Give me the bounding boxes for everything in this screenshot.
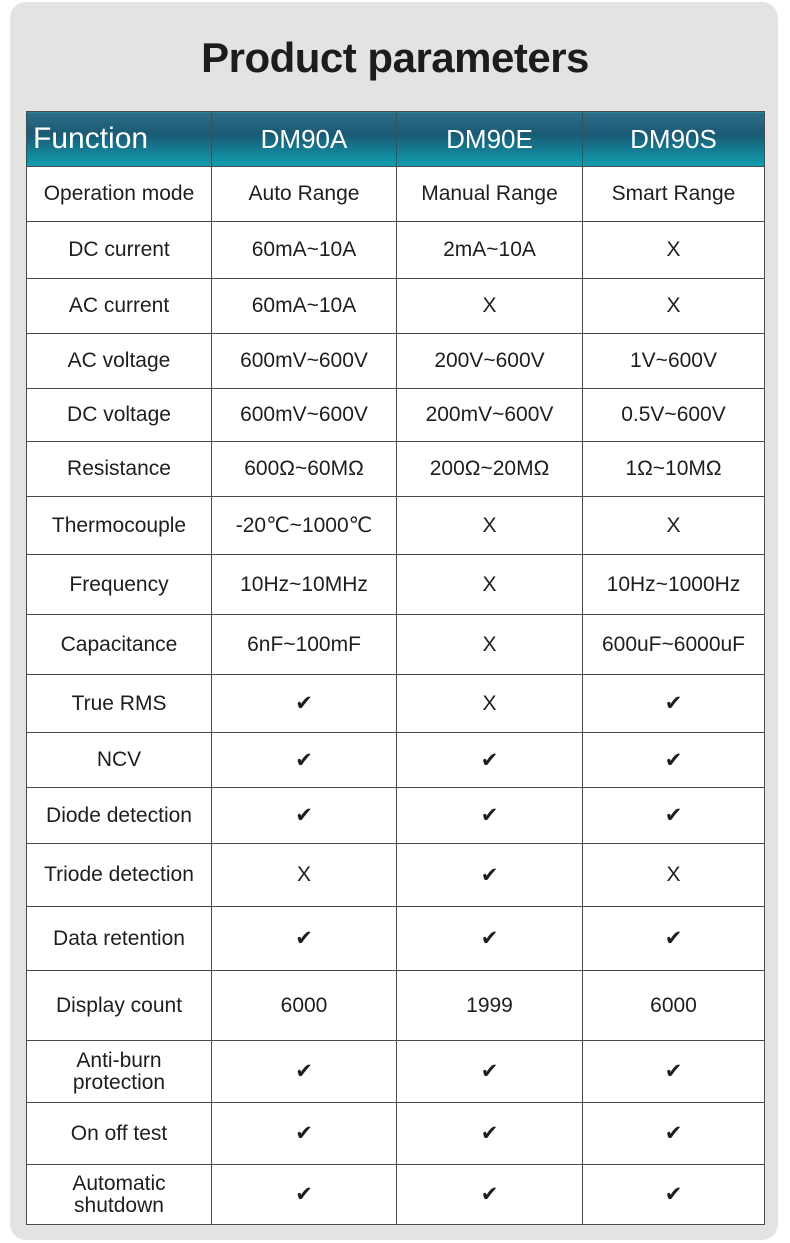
feature-name: DC current bbox=[27, 222, 212, 279]
column-header-dm90a: DM90A bbox=[212, 112, 397, 167]
spec-value-dm90e: 200mV~600V bbox=[397, 389, 583, 442]
column-header-function: Function bbox=[27, 112, 212, 167]
feature-name: NCV bbox=[27, 733, 212, 788]
column-header-dm90s: DM90S bbox=[583, 112, 765, 167]
spec-value-dm90e: 2mA~10A bbox=[397, 222, 583, 279]
feature-name: True RMS bbox=[27, 675, 212, 733]
feature-name: AC voltage bbox=[27, 334, 212, 389]
check-icon: ✔ bbox=[397, 733, 583, 788]
table-row bbox=[27, 497, 765, 555]
spec-value-dm90e: 1999 bbox=[397, 971, 583, 1041]
feature-name: Automatic shutdown bbox=[27, 1165, 212, 1225]
table-row bbox=[27, 907, 765, 971]
parameters-table bbox=[26, 111, 765, 1225]
cross-icon: X bbox=[397, 675, 583, 733]
feature-name: Capacitance bbox=[27, 615, 212, 675]
table-row bbox=[27, 442, 765, 497]
spec-value-dm90a: -20℃~1000℃ bbox=[212, 497, 397, 555]
check-icon: ✔ bbox=[397, 1103, 583, 1165]
feature-name: Data retention bbox=[27, 907, 212, 971]
table-row bbox=[27, 788, 765, 844]
table-row bbox=[27, 1103, 765, 1165]
table-row bbox=[27, 222, 765, 279]
check-icon: ✔ bbox=[583, 907, 765, 971]
spec-value-dm90s: 0.5V~600V bbox=[583, 389, 765, 442]
check-icon: ✔ bbox=[212, 1103, 397, 1165]
table-body bbox=[27, 167, 765, 1225]
spec-value-dm90a: 60mA~10A bbox=[212, 222, 397, 279]
check-icon: ✔ bbox=[397, 788, 583, 844]
feature-name: Triode detection bbox=[27, 844, 212, 907]
spec-value-dm90a: Auto Range bbox=[212, 167, 397, 222]
table-row bbox=[27, 971, 765, 1041]
feature-name: Diode detection bbox=[27, 788, 212, 844]
spec-value-dm90a: 600mV~600V bbox=[212, 389, 397, 442]
table-row bbox=[27, 1041, 765, 1103]
cross-icon: X bbox=[397, 615, 583, 675]
cross-icon: X bbox=[397, 279, 583, 334]
page-title: Product parameters bbox=[201, 34, 589, 81]
check-icon: ✔ bbox=[397, 1041, 583, 1103]
feature-name: On off test bbox=[27, 1103, 212, 1165]
spec-value-dm90s: 1V~600V bbox=[583, 334, 765, 389]
table-row bbox=[27, 844, 765, 907]
cross-icon: X bbox=[583, 279, 765, 334]
cross-icon: X bbox=[583, 844, 765, 907]
table-row bbox=[27, 615, 765, 675]
check-icon: ✔ bbox=[583, 788, 765, 844]
cross-icon: X bbox=[397, 555, 583, 615]
check-icon: ✔ bbox=[212, 1041, 397, 1103]
spec-value-dm90a: 10Hz~10MHz bbox=[212, 555, 397, 615]
check-icon: ✔ bbox=[397, 1165, 583, 1225]
feature-name: DC voltage bbox=[27, 389, 212, 442]
spec-value-dm90e: Manual Range bbox=[397, 167, 583, 222]
feature-name: AC current bbox=[27, 279, 212, 334]
table-header-row bbox=[27, 112, 765, 167]
column-header-dm90e: DM90E bbox=[397, 112, 583, 167]
spec-value-dm90s: 10Hz~1000Hz bbox=[583, 555, 765, 615]
check-icon: ✔ bbox=[212, 675, 397, 733]
table-row bbox=[27, 1165, 765, 1225]
table-row bbox=[27, 279, 765, 334]
table-row bbox=[27, 334, 765, 389]
spec-value-dm90a: 6nF~100mF bbox=[212, 615, 397, 675]
feature-name: Resistance bbox=[27, 442, 212, 497]
spec-value-dm90a: 60mA~10A bbox=[212, 279, 397, 334]
check-icon: ✔ bbox=[583, 1041, 765, 1103]
spec-value-dm90s: 600uF~6000uF bbox=[583, 615, 765, 675]
spec-value-dm90a: 600mV~600V bbox=[212, 334, 397, 389]
spec-value-dm90s: Smart Range bbox=[583, 167, 765, 222]
cross-icon: X bbox=[583, 497, 765, 555]
feature-name: Frequency bbox=[27, 555, 212, 615]
spec-value-dm90a: 6000 bbox=[212, 971, 397, 1041]
spec-value-dm90e: 200Ω~20MΩ bbox=[397, 442, 583, 497]
feature-name: Operation mode bbox=[27, 167, 212, 222]
check-icon: ✔ bbox=[212, 907, 397, 971]
spec-value-dm90s: 1Ω~10MΩ bbox=[583, 442, 765, 497]
table-row bbox=[27, 167, 765, 222]
cross-icon: X bbox=[583, 222, 765, 279]
feature-name: Display count bbox=[27, 971, 212, 1041]
check-icon: ✔ bbox=[583, 1165, 765, 1225]
spec-value-dm90s: 6000 bbox=[583, 971, 765, 1041]
check-icon: ✔ bbox=[583, 733, 765, 788]
check-icon: ✔ bbox=[397, 907, 583, 971]
cross-icon: X bbox=[397, 497, 583, 555]
check-icon: ✔ bbox=[583, 675, 765, 733]
check-icon: ✔ bbox=[583, 1103, 765, 1165]
check-icon: ✔ bbox=[397, 844, 583, 907]
table-row bbox=[27, 733, 765, 788]
spec-value-dm90e: 200V~600V bbox=[397, 334, 583, 389]
cross-icon: X bbox=[212, 844, 397, 907]
table-row bbox=[27, 555, 765, 615]
check-icon: ✔ bbox=[212, 1165, 397, 1225]
feature-name: Thermocouple bbox=[27, 497, 212, 555]
check-icon: ✔ bbox=[212, 788, 397, 844]
feature-name: Anti-burn protection bbox=[27, 1041, 212, 1103]
check-icon: ✔ bbox=[212, 733, 397, 788]
table-row bbox=[27, 675, 765, 733]
spec-value-dm90a: 600Ω~60MΩ bbox=[212, 442, 397, 497]
table-row bbox=[27, 389, 765, 442]
